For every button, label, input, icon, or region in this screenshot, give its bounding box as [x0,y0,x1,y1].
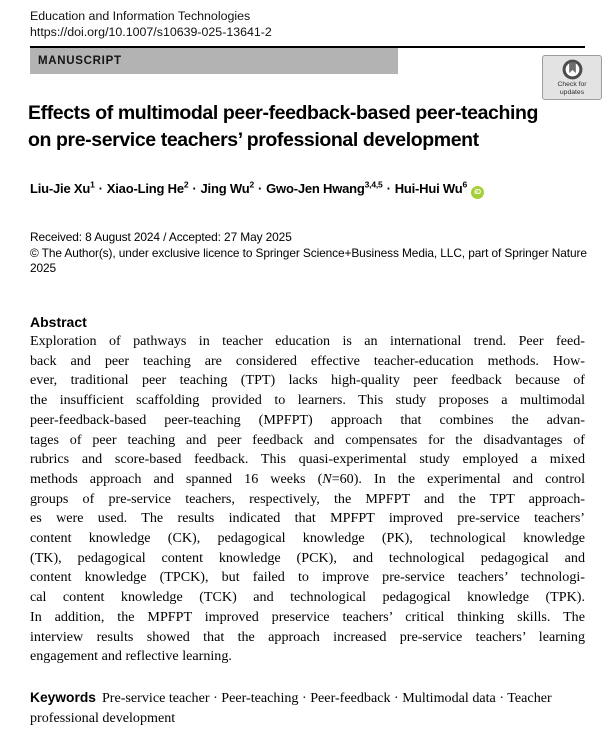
author-name: Xiao-Ling He [106,181,184,197]
crossmark-bookmark-icon [562,59,583,80]
italic-n: N [322,470,332,487]
author-separator: · [386,181,391,197]
author [30,181,95,196]
abstract-heading: Abstract [30,314,87,330]
received-accepted-line: Received: 8 August 2024 / Accepted: 27 May 2025 [30,230,292,244]
author-name: Jing Wu [200,181,250,197]
article-type-label: MANUSCRIPT [38,55,122,67]
author-name: Gwo-Jen Hwang [266,181,365,197]
abstract-line: methods approach and spanned 16 weeks (N=60). In the experimental and control [30,470,586,487]
abstract-line: Exploration of pathways in teacher education is an international trend. Peer feed- [30,333,585,349]
author [201,181,254,196]
author [266,181,382,196]
author-affiliation-superscript: 1 [90,180,95,190]
author-name: Hui-Hui Wu [394,181,463,197]
author-affiliation-superscript: 2 [183,180,189,190]
abstract-line: engagement and reflective learning. [30,648,232,665]
author-separator: · [98,181,103,197]
author-name: Liu-Jie Xu [30,181,91,197]
author [395,181,467,196]
abstract-line: back and peer teaching are considered effective teacher-education methods. How- [30,352,585,369]
abstract-line: cal content knowledge (TCK) and technological pedagogical knowledge (TPK). [30,589,585,606]
abstract-line: content knowledge (TPCK), but failed to improve pre-service teachers’ technologi- [30,569,585,586]
abstract-line: content knowledge (CK), pedagogical knowledge (PK), technological knowledge [30,530,585,547]
paper-title-line2: on pre-service teachers’ professional development [28,128,479,151]
article-meta [30,230,613,277]
author-list [30,180,610,199]
author-separator: · [257,181,263,197]
author [107,181,189,196]
abstract-line: ever, traditional peer teaching (TPT) lacks high-quality peer feedback because of [30,372,585,389]
copyright-line: © The Author(s), under exclusive licence to Springer Science+Business Media, LLC, part of Springer Nature [30,245,587,260]
paper-title-line1: Effects of multimodal peer-feedback-based peer-teaching [28,102,539,124]
author-separator: · [192,181,197,197]
keywords-block [30,688,585,728]
check-for-updates-badge[interactable] [542,55,602,100]
keywords-text: Pre-service teacher · Peer-teaching · Peer-feedback · Multimodal data · Teacher professional development [30,690,552,726]
author-affiliation-superscript: 2 [249,180,254,190]
abstract-line: (TK), pedagogical content knowledge (PCK), and technological pedagogical and [30,549,585,566]
abstract-line: es were used. The results indicated that MPFPT improved pre-service teachers’ [30,510,585,527]
crossmark-label: Check for updates [557,80,587,96]
abstract-line: interview results showed that the approach increased pre-service teachers’ learning [30,628,585,645]
abstract-line: the insufficient scaffolding provided to learners. This study proposes a multimodal [30,392,585,409]
orcid-icon[interactable]: iD [471,186,484,199]
abstract-line: peer-feedback-based peer-teaching (MPFPT) approach that combines the advan- [30,411,585,428]
abstract-line: tages of peer teaching and peer feedback and compensates for the disadvantages of [30,431,585,448]
author-affiliation-superscript: 3,4,5 [364,180,383,190]
journal-header [30,8,272,40]
journal-name: Education and Information Technologies [30,9,251,23]
author-affiliation-superscript: 6 [462,180,468,190]
copyright-year: 2025 [30,261,57,276]
abstract-line: In addition, the MPFPT improved preservice teachers’ critical thinking skills. The [30,608,585,625]
article-type-bar [30,48,398,74]
abstract-line: groups of pre-service teachers, respectively, the MPFPT and the TPT approach- [30,490,585,507]
abstract-body [30,332,585,667]
doi-link[interactable]: https://doi.org/10.1007/s10639-025-13641-2 [30,25,272,39]
abstract-line: rubrics and score-based feedback. This quasi-experimental study employed a mixed [30,451,585,468]
paper-title [28,100,608,153]
keywords-label: Keywords [30,690,96,705]
